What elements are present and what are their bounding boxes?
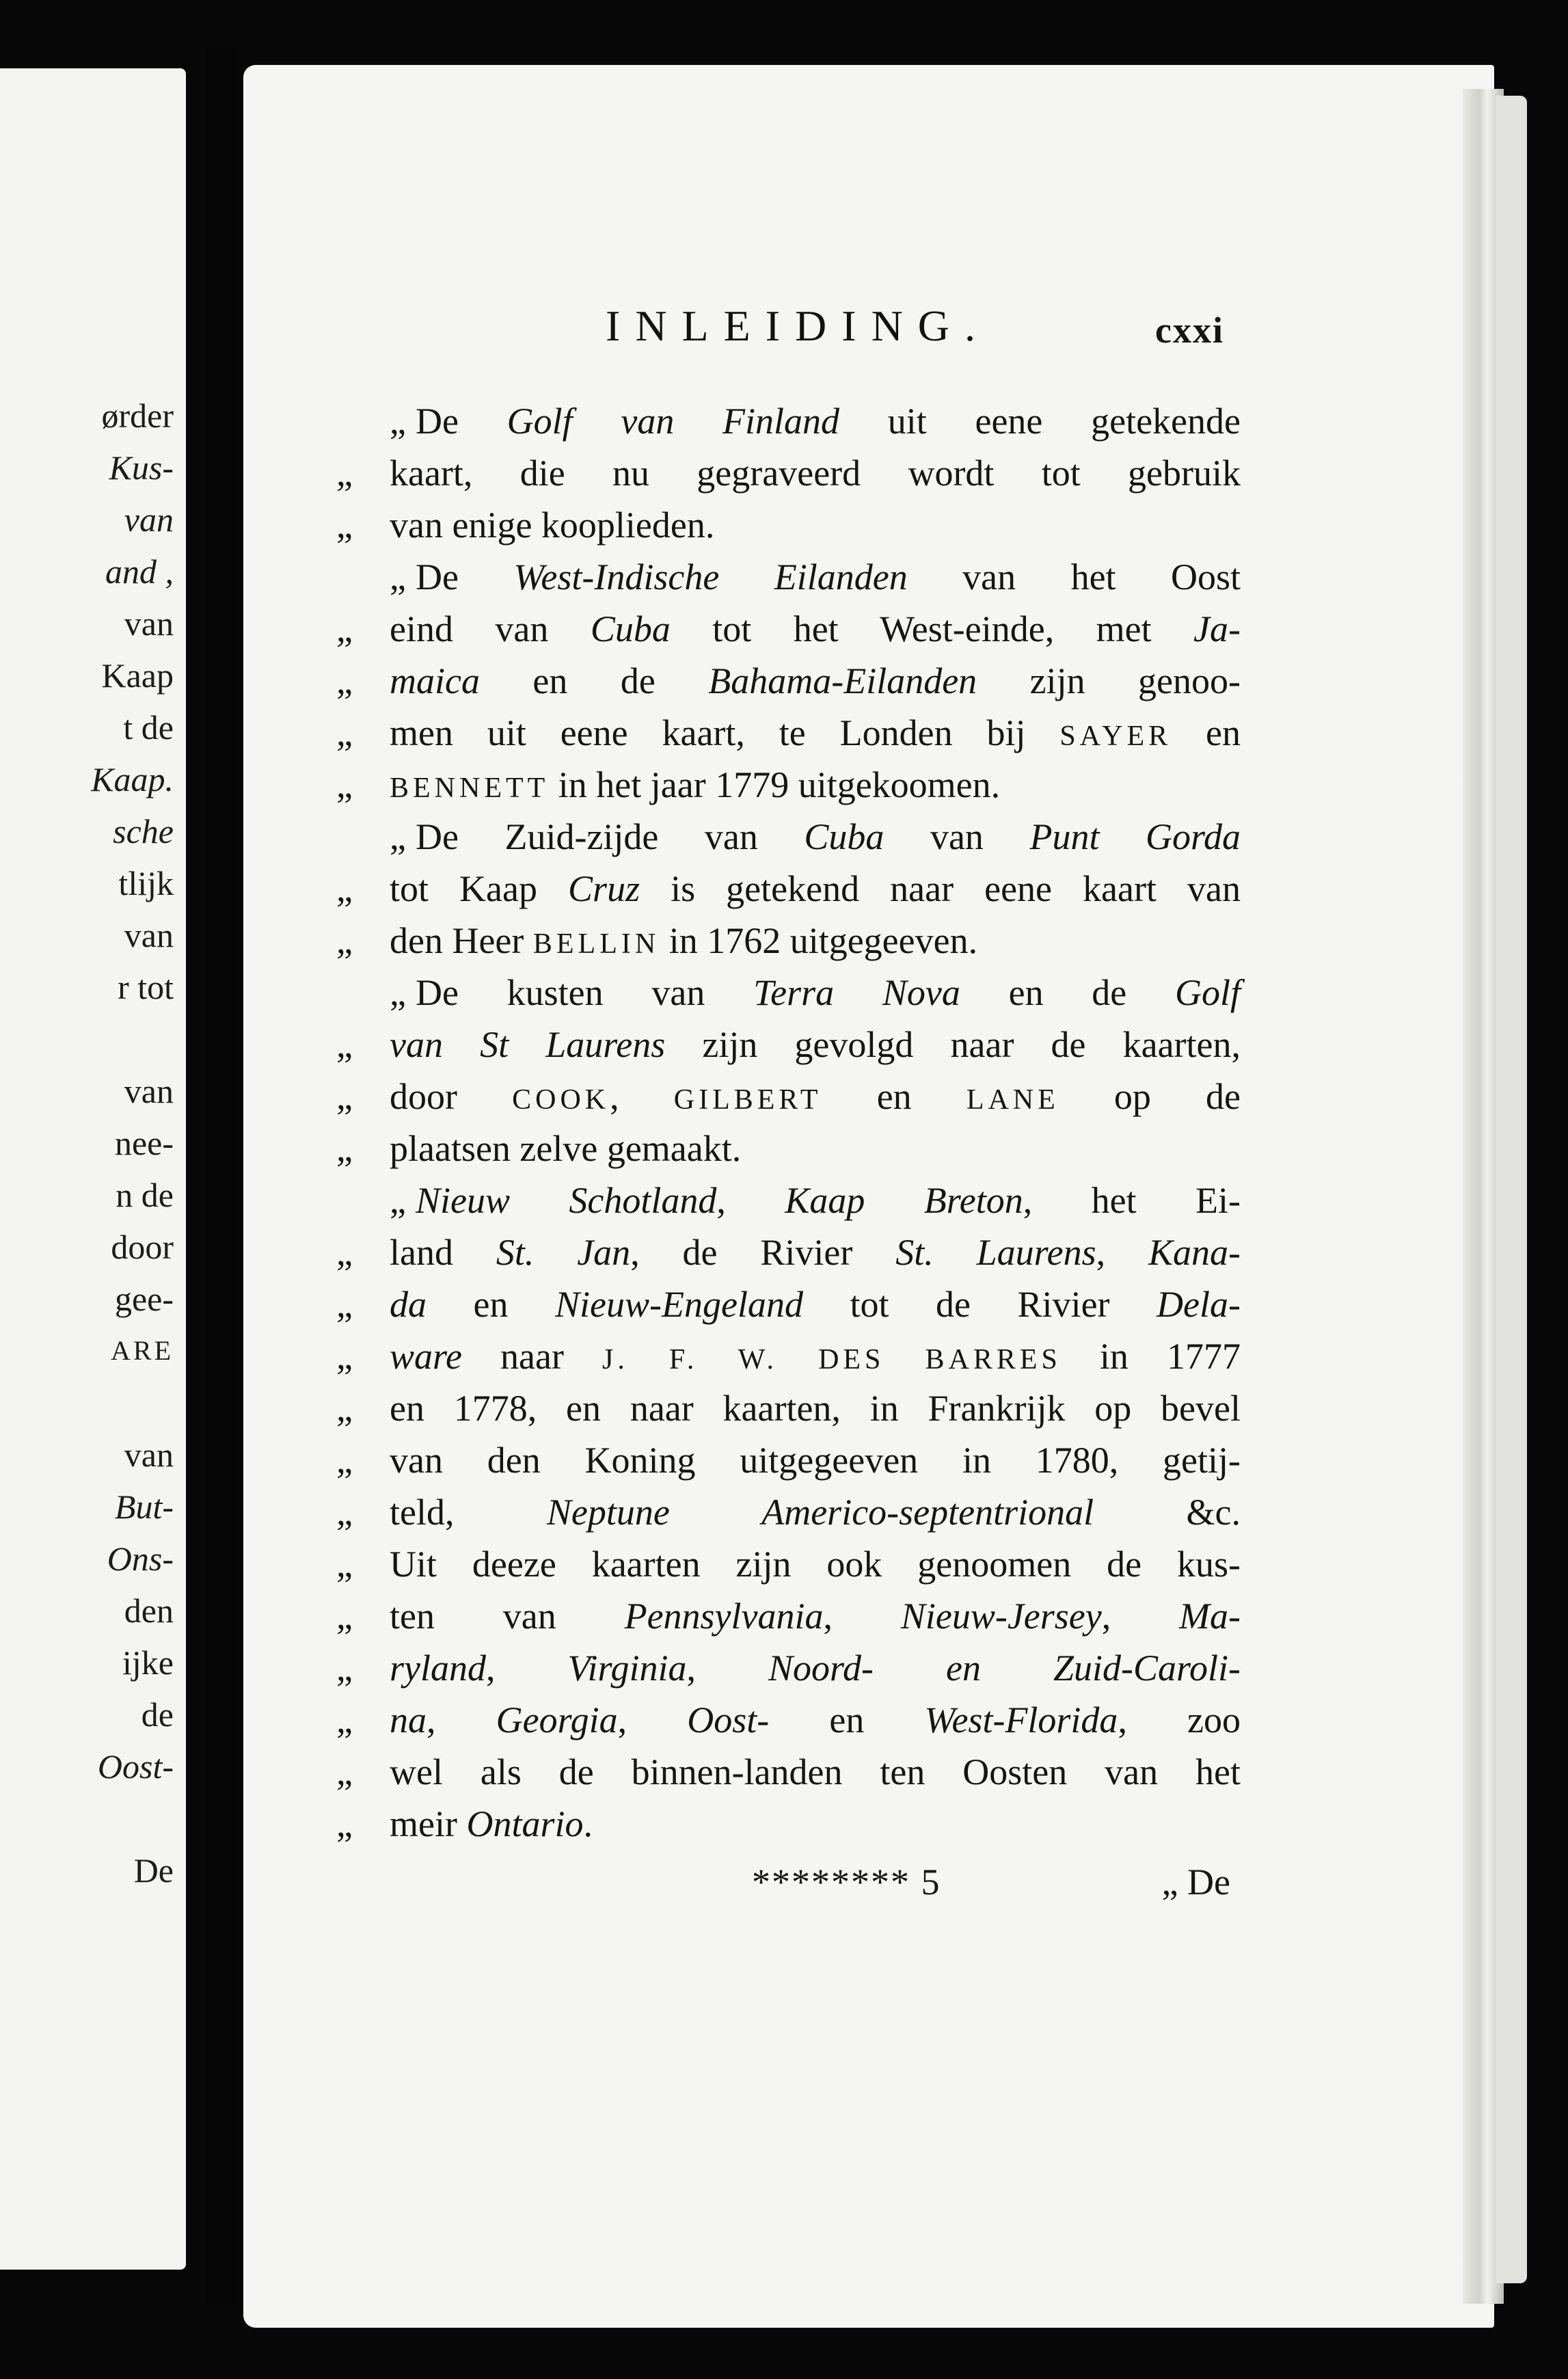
text-line: „ Uit deeze kaarten zijn ook genoomen de kus- (336, 1544, 1241, 1585)
left-fragment: van (124, 1072, 174, 1110)
left-fragment: t de (123, 708, 174, 747)
text-line: „ De kusten van Terra Nova en de Golf (390, 972, 1241, 1013)
text-line: „ den Heer BELLIN in 1762 uitgegeeven. (336, 920, 978, 961)
left-fragment: Kaap (101, 656, 174, 695)
left-fragment: tlijk (118, 864, 174, 902)
left-fragment: den (124, 1591, 174, 1630)
left-fragment: van (124, 500, 174, 539)
left-fragment: sche (113, 812, 174, 850)
running-head: INLEIDING. (606, 301, 990, 350)
text-line: „ De Golf van Finland uit eene getekende (390, 401, 1241, 442)
text-line: „ ryland, Virginia, Noord- en Zuid-Caroli- (336, 1648, 1241, 1689)
page-footer (752, 1861, 1230, 1916)
signature-mark: ******** 5 (752, 1861, 941, 1903)
text-line: „ land St. Jan, de Rivier St. Laurens, Kana- (336, 1232, 1241, 1273)
catchword: „ De (1161, 1861, 1230, 1903)
book-spine-gutter (205, 48, 239, 2304)
text-line: „ ware naar J. F. W. DES BARRES in 1777 (336, 1336, 1241, 1377)
left-fragment: van (124, 604, 174, 643)
text-line: „ en 1778, en naar kaarten, in Frankrijk op bevel (336, 1388, 1241, 1429)
left-fragment: van (124, 1436, 174, 1474)
left-fragment: gee- (114, 1280, 174, 1318)
text-line: „ teld, Neptune Americo-septentrional &c. (336, 1492, 1241, 1533)
left-fragment: van (124, 916, 174, 954)
text-line: „ maica en de Bahama-Eilanden zijn genoo- (336, 660, 1241, 701)
left-fragment: But- (114, 1488, 174, 1526)
text-line: „ kaart, die nu gegraveerd wordt tot gebruik (336, 453, 1241, 494)
left-fragment: and , (105, 552, 174, 591)
page-number: cxxi (1155, 310, 1224, 351)
text-line: „ door COOK, GILBERT en LANE op de (336, 1076, 1241, 1117)
left-fragment: ørder (101, 396, 174, 435)
body-text (336, 395, 1241, 1850)
text-line: „ da en Nieuw-Engeland tot de Rivier Dela- (336, 1284, 1241, 1325)
left-page (0, 68, 186, 2270)
text-line: „ Nieuw Schotland, Kaap Breton, het Ei- (390, 1180, 1241, 1221)
text-line: „ plaatsen zelve gemaakt. (336, 1128, 742, 1169)
page-edge-outer (1496, 96, 1527, 2283)
left-fragment: ARE (111, 1335, 174, 1366)
text-line: „ wel als de binnen-landen ten Oosten van het (336, 1751, 1241, 1792)
text-line: „ van enige kooplieden. (336, 505, 715, 546)
text-line: „ De West-Indische Eilanden van het Oost (390, 556, 1241, 597)
left-fragment: Oost- (97, 1747, 174, 1786)
text-line: „ men uit eene kaart, te Londen bij SAYER en (336, 712, 1241, 753)
left-fragment: nee- (114, 1124, 174, 1162)
text-line: „ van den Koning uitgegeeven in 1780, getij- (336, 1440, 1241, 1481)
text-line: „ BENNETT in het jaar 1779 uitgekoomen. (336, 764, 1001, 805)
left-fragment: ijke (122, 1643, 174, 1682)
left-fragment: Kus- (109, 448, 174, 487)
text-line: „ ten van Pennsylvania, Nieuw-Jersey, Ma- (336, 1596, 1241, 1637)
left-fragment: r tot (118, 968, 174, 1006)
text-line: „ meir Ontario. (336, 1803, 593, 1844)
text-line: „ De Zuid-zijde van Cuba van Punt Gorda (390, 816, 1241, 857)
left-fragment: de (141, 1695, 174, 1734)
left-fragment: De (133, 1851, 174, 1890)
text-line: „ eind van Cuba tot het West-einde, met Ja- (336, 608, 1241, 649)
left-page-text-fragments (3, 390, 174, 1896)
left-fragment: door (111, 1228, 174, 1266)
text-line: „ tot Kaap Cruz is getekend naar eene kaart van (336, 868, 1241, 909)
left-fragment: Kaap. (91, 760, 174, 798)
text-line: „ na, Georgia, Oost- en West-Florida, zoo (336, 1699, 1241, 1740)
left-fragment: Ons- (107, 1540, 174, 1578)
text-line: „ van St Laurens zijn gevolgd naar de kaarten, (336, 1024, 1241, 1065)
left-fragment: n de (116, 1176, 174, 1214)
